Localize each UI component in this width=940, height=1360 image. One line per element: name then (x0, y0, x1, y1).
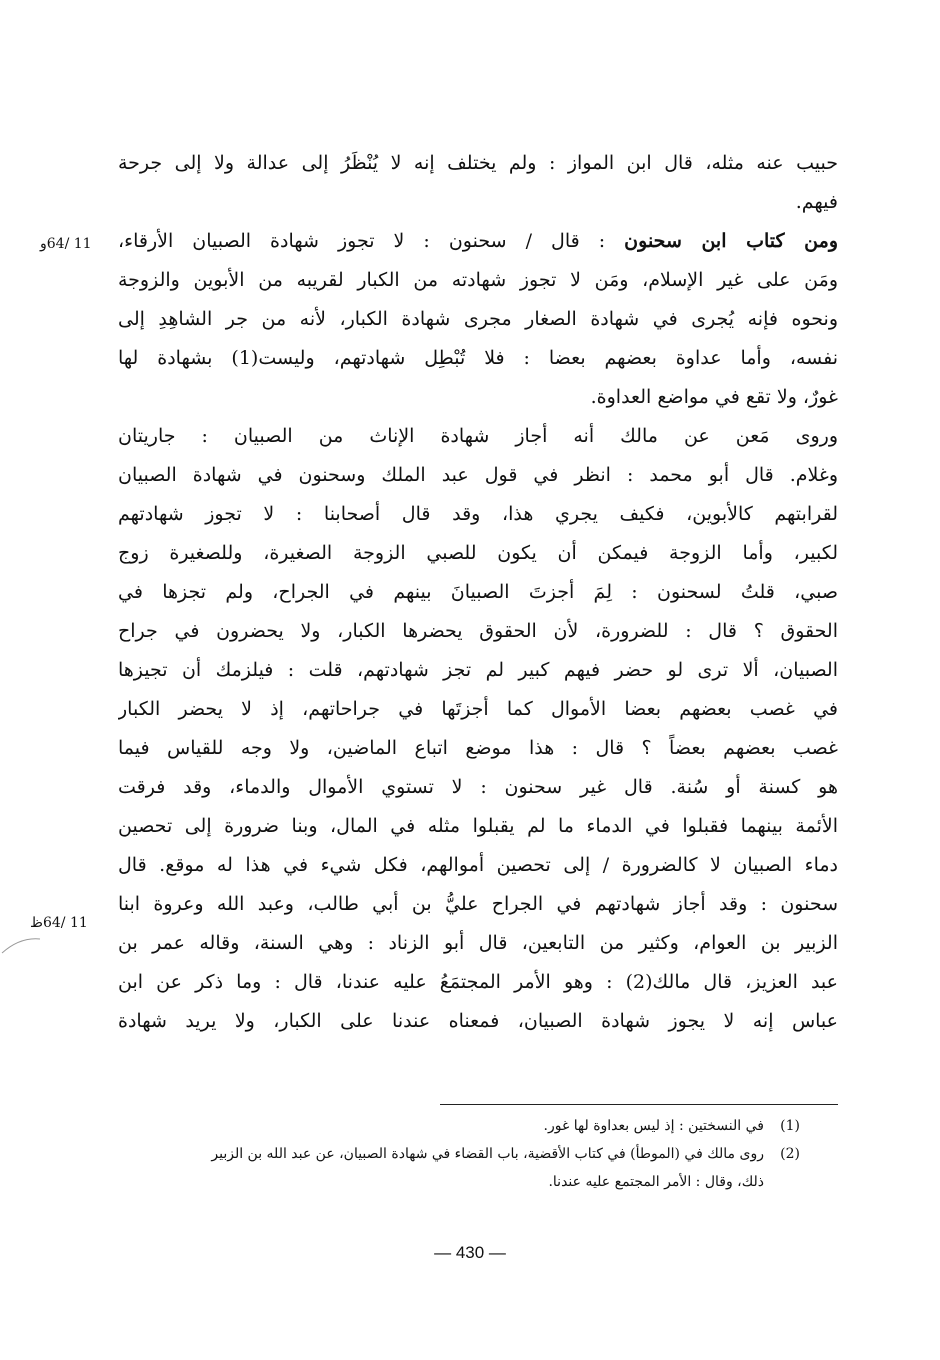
text-line: الأئمة بينهما فقبلوا في الدماء ما لم يقبلوا مثله في المال، وبنا ضرورة إلى تحصين (118, 815, 838, 837)
text-line: في غصب بعضهم بعضا الأموال كما أجزتَها في جراحاتهم، إذ لا يحضر الكبار (118, 698, 838, 720)
footnote (200, 1140, 800, 1168)
text-line: غصب بعضهم بعضاً ؟ قال : هذا موضع اتباع الماضين، ولا وجه للقياس فيما (118, 737, 838, 759)
main-text (118, 144, 838, 1041)
footnote-number: (2) (780, 1146, 800, 1162)
margin-folio-note: 11 /64ظ (30, 915, 88, 931)
text-line: فيهم. (795, 191, 838, 213)
text-line: وروى مَعن عن مالك أنه أجاز شهادة الإناث من الصبيان : جاريتان (118, 425, 838, 447)
text-line: نفسه، وأما عداوة بعضهم بعضا : فلا تُبْطِل شهادتهم، وليست(1) بشهادة لها (118, 347, 838, 369)
text-line: الحقوق ؟ قال : للضرورة، لأن الحقوق يحضرها الكبار، ولا يحضرون في جراح (118, 620, 838, 642)
page-number: — 430 — (434, 1243, 506, 1262)
footnote-number: (1) (780, 1118, 800, 1134)
scan-edge-mark (0, 925, 60, 985)
footnote-text: في النسختين : إذ ليس بعداوة لها غور. (543, 1118, 764, 1134)
text-line: حبيب عنه مثله، قال ابن المواز : ولم يختلف إنه لا يُنْظَرُ إلى عدالة ولا إلى جرحة (118, 152, 838, 174)
text-line: سحنون : وقد أجاز شهادتهم في الجراح عليُّ بن أبي طالب، وعبد الله وعروة ابنا (118, 893, 838, 915)
text-line: لكبير، وأما الزوجة فيمكن أن يكون للصبي الزوجة الصغيرة، وللصغيرة زوج (118, 542, 838, 564)
footnote-text: ذلك، وقال : الأمر المجتمع عليه عندنا. (548, 1174, 764, 1190)
text-line: عبد العزيز، قال مالك(2) : وهو الأمر المجتمَعُ عليه عندنا، قال : وما ذكر عن ابن (118, 971, 838, 993)
text-line: الزبير بن العوام، وكثير من التابعين، قال أبو الزناد : وهي السنة، وقاله عمر بن (118, 932, 838, 954)
text-line: صبي، قلتُ لسحنون : لِمَ أجزتَ الصبيانَ بينهم في الجراح، ولم تجزها في (118, 581, 838, 603)
text-line: وغلام. قال أبو محمد : انظر في قول عبد الملك وسحنون في شهادة الصبيان (118, 464, 838, 486)
footnote (200, 1112, 800, 1140)
text-line-with-heading: ومن كتاب ابن سحنون : قال / سحنون : لا تجوز شهادة الصبيان الأرقاء، (118, 230, 838, 252)
footnotes (200, 1112, 800, 1196)
section-heading: ومن كتاب ابن سحنون (624, 230, 838, 252)
text-line: لقرابتهم كالأبوين، فكيف يجري هذا، وقد قال أصحابنا : لا تجوز شهادتهم (118, 503, 838, 525)
margin-folio-note: 11 /64و (40, 236, 92, 252)
footnote-separator (440, 1104, 838, 1105)
footnote-continuation (200, 1168, 800, 1196)
footnote-text: روى مالك في (الموطأ) في كتاب الأقضية، باب القضاء في شهادة الصبيان، عن عبد الله بن الزبير (211, 1146, 764, 1162)
text-line: الصبيان، ألا ترى لو حضر فيهم كبير لم تجز شهادتهم، قلت : فيلزمك أن تجيزها (118, 659, 838, 681)
text-line: ومَن على غير الإسلام، ومَن لا تجوز شهادته من الكبار لقريبه من الأبوين والزوجة (118, 269, 838, 291)
text-line: عباس إنه لا يجوز شهادة الصبيان، فمعناه عندنا على الكبار، ولا يريد شهادة (118, 1010, 838, 1032)
text-line: دماء الصبيان لا كالضرورة / إلى تحصين أموالهم، فكل شيء في هذا له موقع. قال (118, 854, 838, 876)
text-line: ونحوه فإنه يُجرى في شهادة الصغار مجرى شهادة الكبار، لأنه من جر الشاهِدِ إلى (118, 308, 838, 330)
text-line: غورٌ، ولا تقع في مواضع العداوة. (590, 386, 838, 408)
text-line: هو كسنة أو سُنة. قال غير سحنون : لا تستوي الأموال والدماء، وقد فرقت (118, 776, 838, 798)
